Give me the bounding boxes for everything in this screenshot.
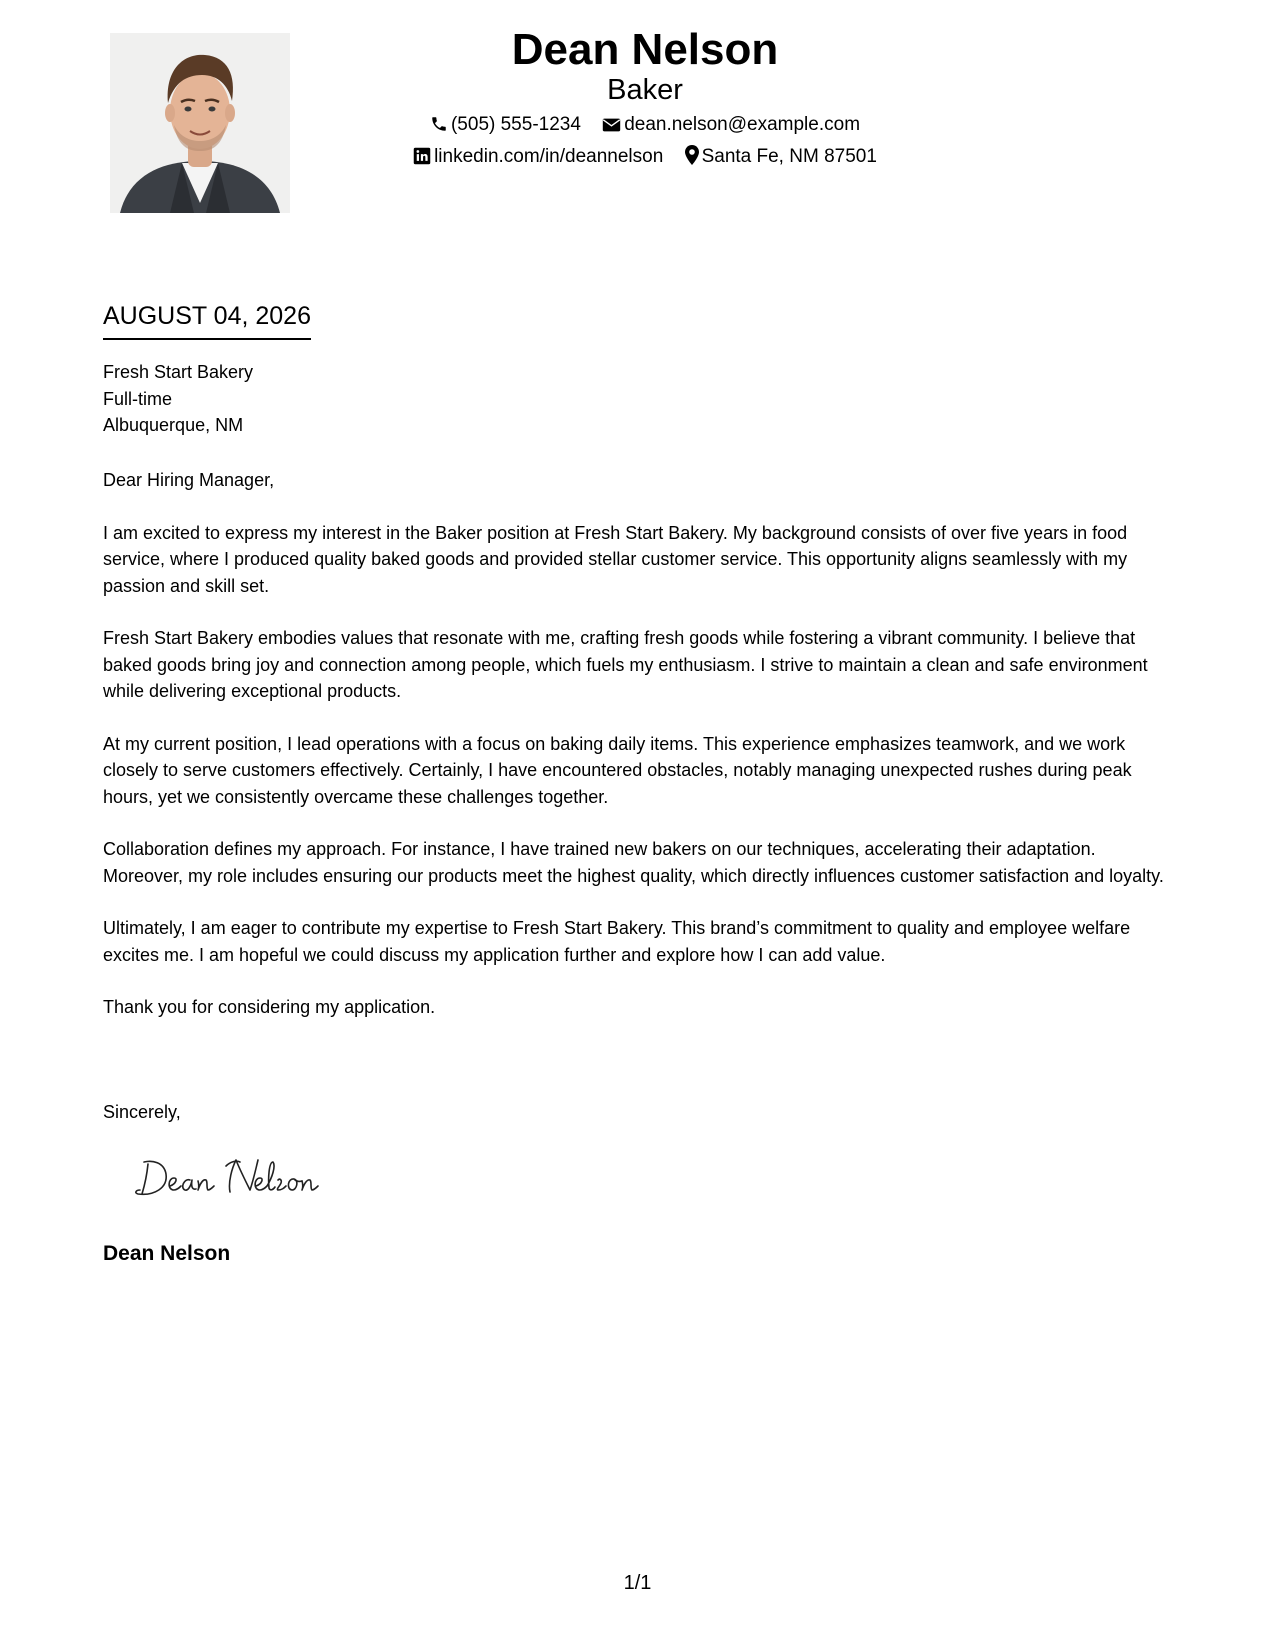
profile-photo [110, 33, 290, 213]
contact-row-primary [300, 112, 990, 141]
contact-phone[interactable] [430, 112, 581, 141]
recipient-block [103, 359, 253, 439]
body-paragraph: I am excited to express my interest in the Baker position at Fresh Start Bakery. My background consists of over five years in food service, where I produced quality baked goods and provided stellar customer service. This opportunity aligns seamlessly with my passion and skill set. [103, 522, 1128, 596]
contact-linkedin-text: linkedin.com/in/deannelson [434, 146, 664, 167]
body-paragraph: Ultimately, I am eager to contribute my expertise to Fresh Start Bakery. This brand’s commitment to quality and employee welfare excites me. I am hopeful we could discuss my application further and explore how I can add value. [103, 918, 1131, 965]
contact-phone-text: (505) 555-1234 [450, 114, 581, 135]
phone-icon [430, 115, 448, 141]
salutation: Dear Hiring Manager, [103, 470, 275, 490]
handwritten-signature [130, 1148, 350, 1208]
envelope-icon [602, 115, 621, 141]
body-paragraph: Collaboration defines my approach. For instance, I have trained new bakers on our techniques, accelerating their adaptation. Moreover, my role includes ensuring our products meet the highest quality, which directly influences customer satisfaction and loyalty. [103, 839, 1164, 886]
recipient-location: Albuquerque, NM [103, 415, 244, 435]
contact-location [685, 144, 877, 173]
body-paragraph: Fresh Start Bakery embodies values that resonate with me, crafting fresh goods while fostering a vibrant community. I believe that baked goods bring joy and connection among people, which fuels my enthusiasm. I strive to maintain a clean and safe environment while delivering exceptional products. [103, 628, 1148, 701]
recipient-employment-type: Full-time [103, 388, 173, 409]
closing: Sincerely, [103, 1102, 181, 1122]
signer-name: Dean Nelson [103, 1242, 231, 1265]
body-paragraph: At my current position, I lead operations with a focus on baking daily items. This experience emphasizes teamwork, and we work closely to serve customers effectively. Certainly, I have encountered obstacles, notably managing unexpected rushes during peak hours, yet we consistently overcame these challenges together. [103, 733, 1132, 807]
applicant-name: Dean Nelson [511, 25, 779, 74]
applicant-title: Baker [607, 74, 683, 106]
recipient-company: Fresh Start Bakery [103, 362, 254, 382]
linkedin-icon [413, 147, 431, 173]
contact-email[interactable] [602, 112, 860, 141]
page-number: 1/1 [623, 1572, 652, 1594]
contact-location-text: Santa Fe, NM 87501 [701, 146, 877, 167]
thank-you-line: Thank you for considering my application. [103, 997, 436, 1017]
contact-linkedin[interactable] [413, 144, 663, 173]
contact-row-secondary [300, 144, 990, 173]
letter-date: AUGUST 04, 2026 [103, 300, 311, 340]
letter-body [103, 467, 1178, 1047]
map-pin-icon [685, 145, 699, 173]
contact-email-text: dean.nelson@example.com [624, 114, 861, 135]
